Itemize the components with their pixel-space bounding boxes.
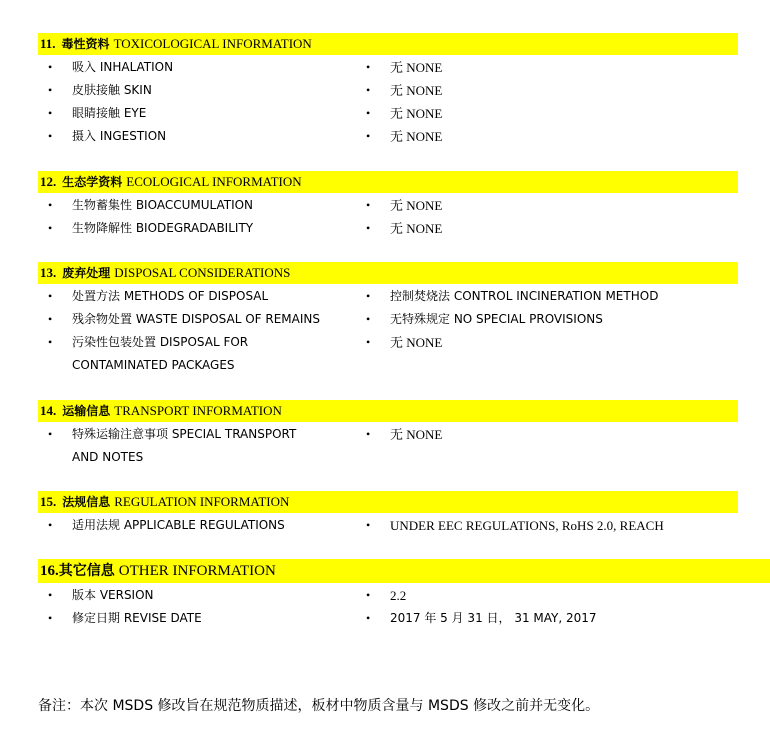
item-value: 2017 年 5 月 31 日， 31 MAY, 2017 [390, 611, 597, 625]
list-item [38, 423, 738, 469]
bullet-icon: • [48, 221, 53, 235]
bullet-icon: • [48, 588, 53, 602]
section-regulation [38, 491, 738, 537]
bullet-icon: • [48, 198, 53, 212]
footnote: 备注：本次 MSDS 修改旨在规范物质描述，板材中物质含量与 MSDS 修改之前并无变化。 [38, 698, 600, 714]
bullet-icon: • [366, 427, 371, 441]
bullet-icon: • [48, 129, 53, 143]
list-item [38, 79, 738, 102]
bullet-icon: • [366, 289, 371, 303]
section-title-zh: 运输信息 [62, 404, 111, 418]
section-title-zh: 法规信息 [62, 495, 111, 509]
bullet-icon: • [366, 129, 371, 143]
section-title-zh: 生态学资料 [62, 175, 123, 189]
bullet-icon: • [366, 588, 371, 602]
item-value: 无 NONE [390, 198, 443, 213]
bullet-icon: • [48, 289, 53, 303]
item-value: 无 NONE [390, 83, 443, 98]
section-title-zh: 其它信息 [58, 563, 115, 579]
list-item [38, 125, 738, 148]
bullet-icon: • [366, 106, 371, 120]
section-title-en: ECOLOGICAL INFORMATION [126, 174, 302, 189]
list-item [38, 331, 738, 377]
item-label: 吸入 INHALATION [72, 60, 174, 74]
list-item [38, 607, 770, 630]
bullet-icon: • [366, 335, 371, 349]
list-item [38, 308, 738, 331]
item-label: 生物蓄集性 BIOACCUMULATION [72, 198, 254, 212]
bullet-icon: • [48, 611, 53, 625]
item-label: 处置方法 METHODS OF DISPOSAL [72, 289, 269, 303]
section-title-en: OTHER INFORMATION [118, 563, 276, 579]
section-number: 11. [40, 36, 56, 51]
item-value: 无 NONE [390, 427, 443, 442]
section-ecological [38, 171, 738, 240]
item-label: 摄入 INGESTION [72, 129, 167, 143]
section-transport [38, 400, 738, 469]
section-number: 13. [40, 265, 57, 280]
section-toxicological [38, 33, 738, 148]
bullet-icon: • [48, 518, 53, 532]
item-label: 特殊运输注意事项 SPECIAL TRANSPORT AND NOTES [72, 427, 297, 464]
list-item [38, 194, 738, 217]
section-title-en: TOXICOLOGICAL INFORMATION [113, 36, 312, 51]
list-item [38, 514, 738, 537]
section-title-en: TRANSPORT INFORMATION [114, 403, 282, 418]
item-label: 适用法规 APPLICABLE REGULATIONS [72, 518, 285, 532]
section-title-en: DISPOSAL CONSIDERATIONS [114, 265, 291, 280]
section-header [38, 262, 738, 284]
section-header [38, 559, 770, 583]
item-label: 污染性包装处置 DISPOSAL FOR CONTAMINATED PACKAGES [72, 335, 249, 372]
item-value: 无 NONE [390, 335, 443, 350]
bullet-icon: • [366, 611, 371, 625]
bullet-icon: • [48, 106, 53, 120]
item-value: UNDER EEC REGULATIONS, RoHS 2.0, REACH [390, 518, 664, 533]
bullet-icon: • [48, 335, 53, 349]
bullet-icon: • [366, 518, 371, 532]
section-title-en: REGULATION INFORMATION [114, 494, 290, 509]
item-label: 修定日期 REVISE DATE [72, 611, 202, 625]
bullet-icon: • [366, 312, 371, 326]
section-disposal [38, 262, 738, 377]
section-title-zh: 废弃处理 [62, 266, 111, 280]
bullet-icon: • [366, 221, 371, 235]
section-header [38, 171, 738, 193]
item-label: 眼睛接触 EYE [72, 106, 147, 120]
item-value: 2.2 [390, 588, 407, 603]
section-header [38, 33, 738, 55]
section-other [38, 559, 770, 630]
bullet-icon: • [366, 198, 371, 212]
list-item [38, 584, 770, 607]
section-number: 12. [40, 174, 57, 189]
item-value: 无 NONE [390, 60, 443, 75]
list-item [38, 56, 738, 79]
list-item [38, 102, 738, 125]
list-item [38, 285, 738, 308]
bullet-icon: • [48, 83, 53, 97]
item-value: 控制焚烧法 CONTROL INCINERATION METHOD [390, 289, 659, 303]
bullet-icon: • [48, 60, 53, 74]
bullet-icon: • [366, 83, 371, 97]
item-value: 无 NONE [390, 129, 443, 144]
bullet-icon: • [366, 60, 371, 74]
bullet-icon: • [48, 312, 53, 326]
list-item [38, 217, 738, 240]
item-value: 无 NONE [390, 221, 443, 236]
item-value: 无 NONE [390, 106, 443, 121]
item-label: 生物降解性 BIODEGRADABILITY [72, 221, 254, 235]
item-value: 无特殊规定 NO SPECIAL PROVISIONS [390, 312, 603, 326]
item-label: 残余物处置 WASTE DISPOSAL OF REMAINS [72, 312, 320, 326]
section-header [38, 400, 738, 422]
item-label: 版本 VERSION [72, 588, 154, 602]
section-number: 15. [40, 494, 57, 509]
section-number: 16. [40, 563, 59, 579]
bullet-icon: • [48, 427, 53, 441]
section-number: 14. [40, 403, 57, 418]
section-title-zh: 毒性资料 [61, 37, 110, 51]
section-header [38, 491, 738, 513]
item-label: 皮肤接触 SKIN [72, 83, 152, 97]
